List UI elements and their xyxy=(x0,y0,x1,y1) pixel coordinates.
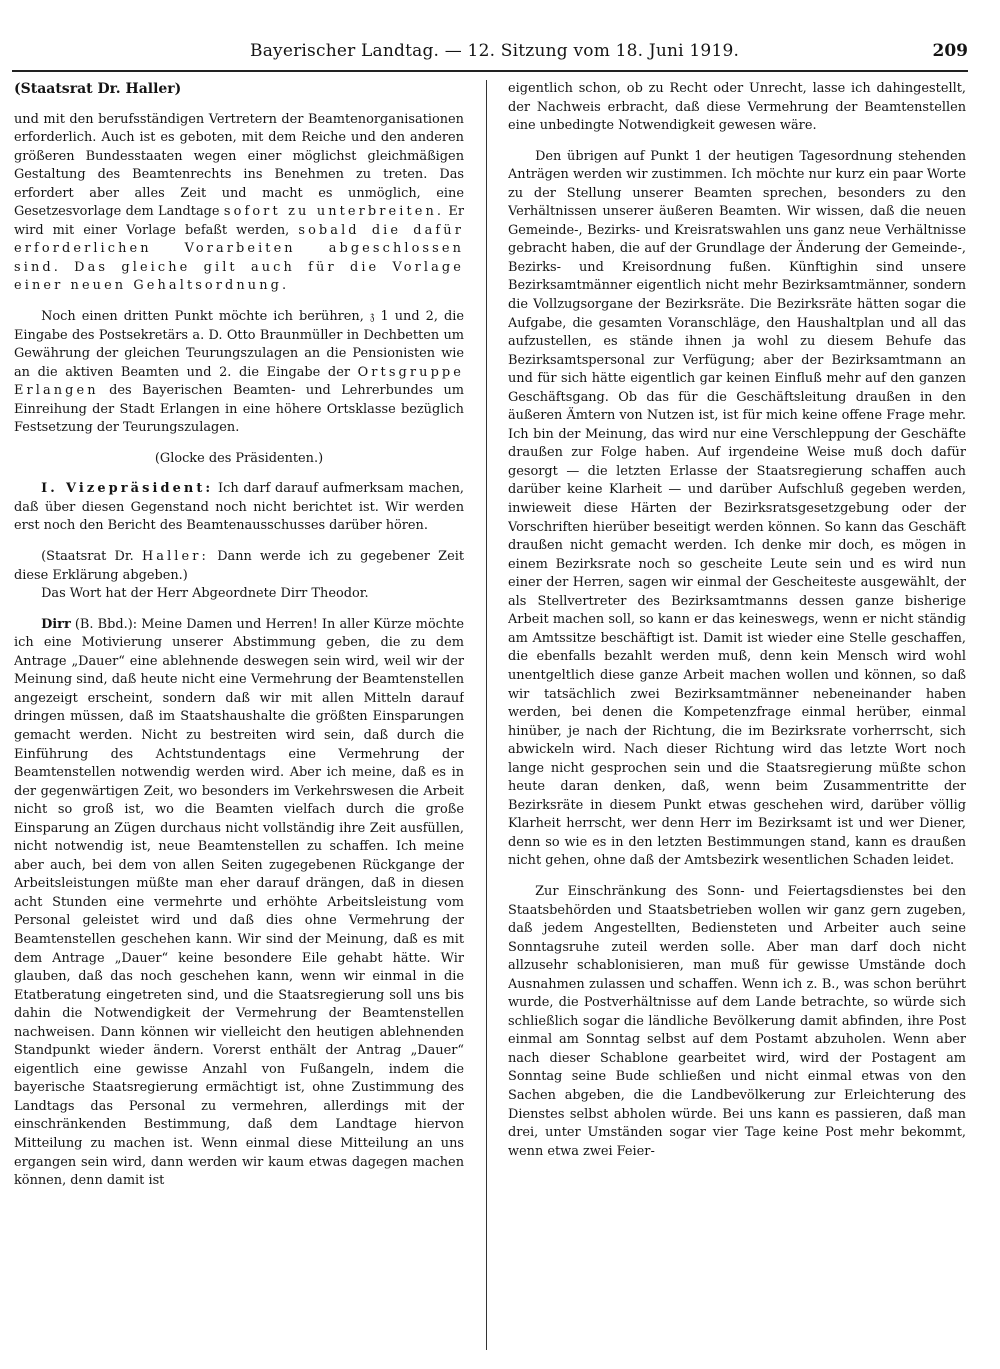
paragraph: Das Wort hat der Herr Abgeordnete Dirr Theodor. xyxy=(41,586,369,602)
interjection xyxy=(14,548,464,585)
column-divider xyxy=(486,80,487,1350)
paragraph-text: Noch einen dritten Punkt möchte ich berühren, 𝔷 1 und 2, die Eingabe des Postsekretärs a. D. Otto Braunmüller in Dechbetten um Gewährung der gleichen Teurungszulagen an die Pensionisten wie an die aktiven Beamten und 2. die Eingabe der xyxy=(14,309,464,380)
page-number: 209 xyxy=(932,41,968,61)
running-title: Bayerischer Landtag. — 12. Sitzung vom 18. Juni 1919. xyxy=(250,41,740,61)
spaced-emphasis: Ortsgruppe Erlangen xyxy=(14,364,464,399)
paragraph xyxy=(14,616,464,1191)
paragraph xyxy=(14,111,464,296)
paragraph xyxy=(14,308,464,438)
right-column xyxy=(508,80,966,1365)
paragraph: Zur Einschränkung des Sonn- und Feiertagsdienstes bei den Staatsbehörden und Staatsbetrieben wollen wir ganz gern zugeben, daß jedem Angestellten, Bediensteten und Arbeiter auch seine Sonntagsruhe zuteil werden solle. Aber man darf doch nicht allzusehr schablonisieren, man muß für gewisse Umstände doch Ausnahmen zulassen und schaffen. Wenn ich z. B., was schon berührt wurde, die Postverhältnisse auf dem Lande betrachte, so würde sich schließlich sogar die ländliche Bevölkerung damit abfinden, ihre Post einmal am Sonntag selbst auf dem Postamt abzuholen. Wenn aber nach dieser Schablone gearbeitet wird, wird der Postagent am Sonntag seine Bude schließen und nicht einmal etwas von den Sachen abgeben, die die Landbevölkerung zur Erleichterung des Dienstes selbst abholen würde. Bei uns kann es passieren, daß man drei, unter Umständen sogar vier Tage keine Post mehr bekommt, wenn etwa zwei Feier- xyxy=(508,883,966,1159)
speaker-name: I. Vizepräsident: xyxy=(41,481,214,497)
paragraph-text: und mit den berufsständigen Vertretern der Beamtenorganisationen erforderlich. Auch ist es geboten, mit dem Reiche und den anderen größeren Bundesstaaten wegen einer möglichst gleichmäßigen Gestaltung des Beamtenrechts ins Benehmen zu treten. Das erfordert aber alles Zeit und macht es unmöglich, eine Gesetzesvorlage dem Landtage xyxy=(14,111,464,220)
paragraph-text: (B. Bbd.): Meine Damen und Herren! In aller Kürze möchte ich eine Motivierung unserer Abstimmung geben, die zu dem Antrage „Dauer“ eine ablehnende deswegen sein wird, weil wir der Meinung sind, daß heute nicht eine Vermehrung der Beamtenstellen angezeigt erscheint, sondern daß wir mit allen Mitteln darauf dringen müssen, daß im Staatshaushalte die größten Einsparungen gemacht werden. Nicht zu bestreiten wird sein, daß durch die Einführung des Achtstundentags eine Vermehrung der Beamtenstellen notwendig werden wird. Aber ich meine, daß es in der gegenwärtigen Zeit, wo besonders im Verkehrswesen die Arbeit nicht so groß ist, wo die Beamten vielfach durch die große Einsparung an Zügen durchaus nicht vollständig ihre Zeit ausfüllen, nicht notwendig ist, neue Beamtenstellen zu schaffen. Ich meine aber auch, bei dem von allen Seiten zugegebenen Rückgange der Arbeitsleistungen müßte man eher darauf drängen, daß in diesen acht Stunden eine vermehrte und erhöhte Arbeitsleistung vom Personal geleistet wird und daß dies ohne Vermehrung der Beamtenstellen geschehen kann. Wir sind der Meinung, daß es mit dem Antrage „Dauer“ keine besondere Eile gehabt hätte. Wir glauben, daß das noch geschehen kann, wenn wir einmal in die Etatberatung eingetreten sind, und die Staatsregierung soll uns bis dahin die Notwendigkeit der Vermehrung der Beamtenstellen nachweisen. Dann können wir vielleicht den heutigen ablehnenden Standpunkt wieder ändern. Vorerst enthält der Antrag „Dauer“ eigentlich eine gewisse Anzahl von Fußangeln, indem die bayerische Staatsregierung ermächtigt ist, ohne Zustimmung des Landtags das Personal zu vermehren, allerdings mit der einschränkenden Bestimmung, daß dem Landtage hiervon Mitteilung zu machen ist. Wenn einmal diese Mitteilung an uns ergangen sein wird, dann werden wir kaum etwas dagegen machen können, denn damit ist xyxy=(14,616,464,1189)
paragraph-text: (Staatsrat Dr. xyxy=(41,549,134,565)
left-column xyxy=(14,80,464,1365)
paragraph: eigentlich schon, ob zu Recht oder Unrecht, lasse ich dahingestellt, der Nachweis erbracht, daß diese Vermehrung der Beamtenstellen eine unbedingte Notwendigkeit gewesen wäre. xyxy=(508,81,966,134)
paragraph-text: Ich darf darauf aufmerksam machen, daß über diesen Gegenstand noch nicht berichtet ist. Wir werden erst noch den Bericht des Beamtenausschusses darüber hören. xyxy=(14,481,464,534)
speaker-continuation: (Staatsrat Dr. Haller) xyxy=(14,81,182,97)
paragraph: Den übrigen auf Punkt 1 der heutigen Tagesordnung stehenden Anträgen werden wir zustimmen. Ich möchte nur kurz ein paar Worte zu der Stellung unserer Beamten sprechen, besonders zu den Verhältnissen unserer äußeren Beamten. Wir wissen, daß die neuen Gemeinde-, Bezirks- und Kreisratswahlen uns ganz neue Verhältnisse gebracht haben, die auf der Grundlage der Änderung der Gemeinde-, Bezirks- und Kreisordnung fußen. Künftighin sind unsere Bezirksamtmänner eigentlich nicht mehr Bezirksamtmänner, sondern die Vollzugsorgane der Bezirksräte. Die Bezirksräte hätten sogar die Aufgabe, die gesamten Voranschläge, den Haushaltplan und all das aufzustellen, es stände ihnen ja wohl zu diesem Behufe das Bezirksamtspersonal zur Verfügung; aber der Bezirksamtmann an und für sich hätte eigentlich gar keinen Einfluß mehr auf den ganzen Geschäftsgang. Ob das für die Geschäftsleitung draußen in den äußeren Ämtern von Nutzen ist, ist für mich keine offene Frage mehr. Ich bin der Meinung, das wird nur eine Verschleppung der Geschäfte draußen zur Folge haben. Auf irgendeine Weise muß doch dafür gesorgt — die letzten Erlasse der Staatsregierung schaffen auch darüber keine Klarheit — und darüber Aufschluß gegeben werden, inwieweit diese Härten der Bezirksratsgesetzgebung oder der Vorschriften hierüber beseitigt werden können. So kann das Geschäft draußen nicht gemacht werden. Ich denke mir doch, es mögen in einem Bezirksrate noch so gescheite Leute sein und es wird nun einer der Herren, sagen wir einmal der Gescheiteste ausgewählt, der als Stellvertreter des Bezirksamtmanns dessen ganze bisherige Arbeit machen soll, so kann er das keineswegs, wenn er nicht ständig am Amtssitze beschäftigt ist. Damit ist wieder eine Stelle geschaffen, die ebenfalls bezahlt werden muß, denn kein Mensch wird wohl unentgeltlich diese ganze Arbeit machen wollen und können, so daß wir tatsächlich zwei Bezirksamtmänner nebeneinander haben werden, bei denen die Kompetenzfrage einmal herüber, einmal hinüber, je nach der Richtung, die im Bezirksrate vorherrscht, sich abwickeln wird. Nach dieser Richtung wird das letzte Wort noch lange nicht gesprochen sein und die Staatsregierung müßte schon heute daran denken, daß, wenn beim Zusammentritte der Bezirksräte in diesem Punkt etwas geschehen wird, darüber völlig Klarheit herrscht, wer denn Herr im Bezirksamt ist und wer Diener, denn so wie es in den letzten Bestimmungen stand, kann es draußen nicht gehen, ohne daß der Amtsbezirk wesentlichen Schaden leidet. xyxy=(508,148,966,869)
paragraph-text: Er wird mit einer Vorlage befaßt werden, xyxy=(14,204,464,238)
speaker-name: Dirr xyxy=(41,616,71,632)
spaced-emphasis: sofort zu unterbreiten. xyxy=(223,204,445,220)
spaced-emphasis: sobald die dafür erforderlichen Vorarbeiten abgeschlossen sind. Das gleiche gilt auch für die Vorlage einer neuen Gehaltsordnung. xyxy=(14,222,464,294)
paragraph-text: Dann werde ich zu gegebener Zeit diese Erklärung abgeben.) xyxy=(14,549,464,583)
page-header xyxy=(0,0,1000,76)
header-rule xyxy=(12,70,968,72)
paragraph-text: des Bayerischen Beamten- und Lehrerbundes um Einreihung der Stadt Erlangen in eine höhere Ortsklasse bezüglich Festsetzung der Teurungszulagen. xyxy=(14,383,464,436)
paragraph xyxy=(14,480,464,536)
speaker-name: Haller: xyxy=(141,549,209,565)
stage-direction: (Glocke des Präsidenten.) xyxy=(154,450,324,466)
